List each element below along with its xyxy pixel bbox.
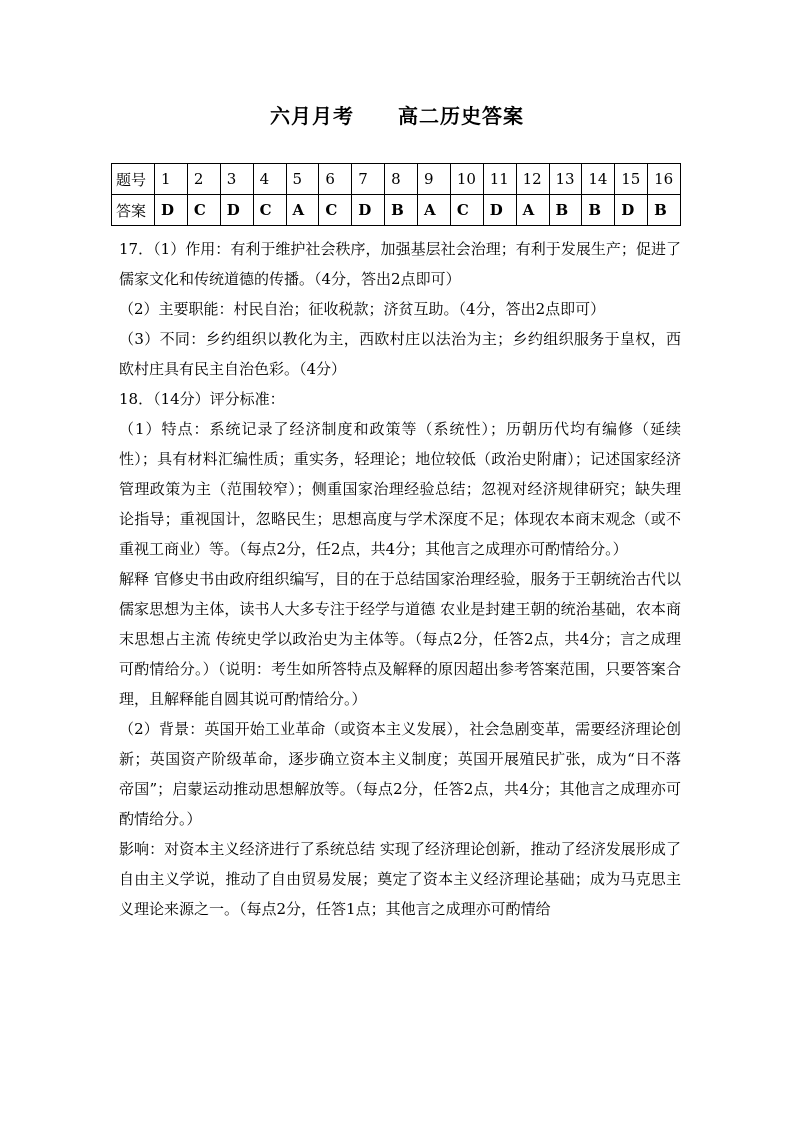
q18-part1-features: （1）特点：系统记录了经济制度和政策等（系统性）；历朝历代均有编修（延续性）；具有材料汇编性质；重实务，轻理论；地位较低（政治史附庸）；记述国家经济管理政策为主（范围较窄）；侧重国家治理经验总结；忽视对经济规律研究；缺失理论指导；重视国计，忽略民生；思想高度与学术深度不足；体现农本商末观念（或不重视工商业）等。（每点2分，任2点，共4分；其他言之成理亦可酌情给分。） — [119, 420, 681, 558]
answer-cell: D — [220, 195, 253, 226]
q17-part2: （2）主要职能：村民自治；征收税款；济贫互助。（4分，答出2点即可） — [119, 300, 606, 318]
answer-table — [111, 163, 681, 226]
answer-cell: C — [450, 195, 483, 226]
answer-cell: D — [352, 195, 385, 226]
answer-cell: B — [385, 195, 418, 226]
question-number: 5 — [286, 164, 319, 195]
q17-part1: 17．（1）作用：有利于维护社会秩序，加强基层社会治理；有利于发展生产；促进了儒家文化和传统道德的传播。（4分，答出2点即可） — [119, 240, 681, 288]
answer-cell: A — [516, 195, 549, 226]
question-number: 8 — [385, 164, 418, 195]
answer-cell: C — [253, 195, 286, 226]
q17-part3: （3）不同：乡约组织以教化为主，西欧村庄以法治为主；乡约组织服务于皇权，西欧村庄具有民主自治色彩。（4分） — [119, 330, 681, 378]
q18-part2-impact: 影响：对资本主义经济进行了系统总结 实现了经济理论创新，推动了经济发展形成了自由主义学说，推动了自由贸易发展；奠定了资本主义经济理论基础；成为马克思主义理论来源之一。（每点2分，任答1点；其他言之成理亦可酌情给 — [119, 840, 681, 918]
question-number: 13 — [549, 164, 582, 195]
question-number-row — [112, 164, 681, 195]
question-number: 4 — [253, 164, 286, 195]
question-number: 2 — [187, 164, 220, 195]
answer-cell: A — [418, 195, 451, 226]
answer-body — [119, 234, 681, 924]
question-number: 1 — [155, 164, 188, 195]
answer-cell: D — [615, 195, 648, 226]
question-number: 12 — [516, 164, 549, 195]
answer-label: 答案 — [112, 195, 155, 226]
answer-cell: D — [483, 195, 516, 226]
answer-cell: C — [319, 195, 352, 226]
exam-name: 六月月考 — [270, 104, 354, 128]
q18-heading: 18．（14分）评分标准： — [119, 390, 285, 408]
answer-cell: B — [549, 195, 582, 226]
question-number: 9 — [418, 164, 451, 195]
question-number: 11 — [483, 164, 516, 195]
question-number: 7 — [352, 164, 385, 195]
question-number: 14 — [582, 164, 615, 195]
question-number: 16 — [648, 164, 681, 195]
answer-cell: C — [187, 195, 220, 226]
q18-part1-explanation: 解释 官修史书由政府组织编写，目的在于总结国家治理经验，服务于王朝统治古代以儒家思想为主体，读书人大多专注于经学与道德 农业是封建王朝的统治基础，农本商末思想占主流 传统史学以政治史为主体等。（每点2分，任答2点，共4分；言之成理可酌情给分。）（说明：考生如所答特点及解释的原因超出参考答案范围，只要答案合理，且解释能自圆其说可酌情给分。） — [119, 570, 681, 708]
question-number: 15 — [615, 164, 648, 195]
answer-cell: B — [582, 195, 615, 226]
page-title — [0, 100, 794, 129]
answer-row — [112, 195, 681, 226]
answer-cell: B — [648, 195, 681, 226]
question-number: 6 — [319, 164, 352, 195]
answer-title: 高二历史答案 — [398, 104, 524, 128]
answer-cell: D — [155, 195, 188, 226]
question-number-label: 题号 — [112, 164, 155, 195]
answer-cell: A — [286, 195, 319, 226]
question-number: 10 — [450, 164, 483, 195]
question-number: 3 — [220, 164, 253, 195]
q18-part2-background: （2）背景：英国开始工业革命（或资本主义发展），社会急剧变革，需要经济理论创新；英国资产阶级革命，逐步确立资本主义制度；英国开展殖民扩张，成为“日不落帝国”；启蒙运动推动思想解放等。（每点2分，任答2点，共4分；其他言之成理亦可酌情给分。） — [119, 720, 681, 828]
